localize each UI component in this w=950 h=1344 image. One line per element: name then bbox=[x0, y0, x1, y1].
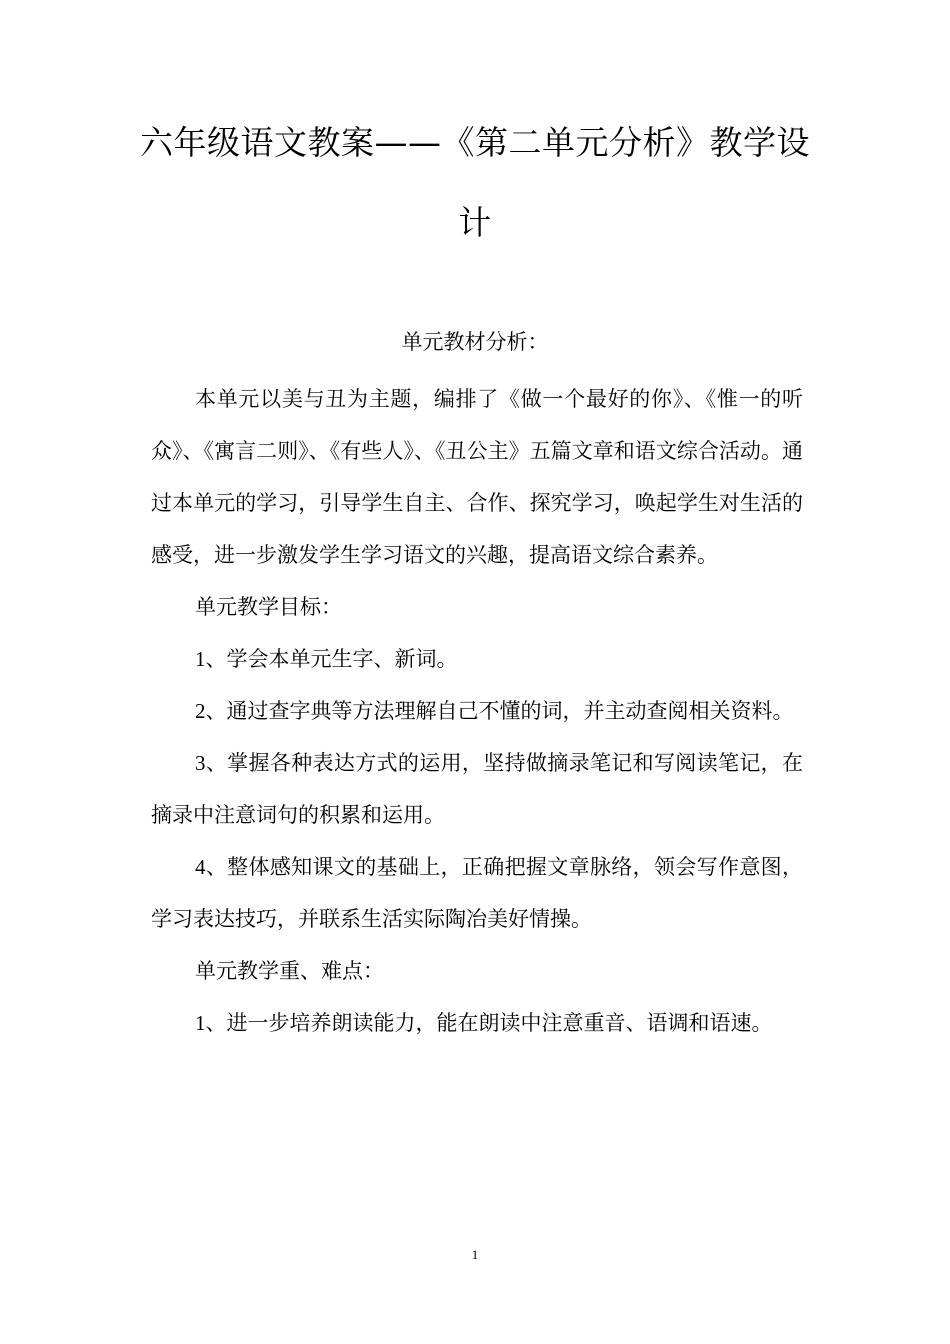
key-points-heading: 单元教学重、难点： bbox=[195, 959, 384, 983]
key-point-number: 1 bbox=[195, 1011, 206, 1035]
objective-number: 4 bbox=[195, 855, 206, 879]
document-title: 六年级语文教案——《第二单元分析》教学设计 bbox=[140, 123, 810, 242]
objective-text: 、学会本单元生字、新词。 bbox=[205, 647, 458, 671]
objective-item bbox=[151, 685, 803, 737]
objective-text: 、整体感知课文的基础上，正确把握文章脉络，领会写作意图，学习表达技巧，并联系生活实际陶冶美好情操。 bbox=[151, 855, 803, 931]
key-point-text: 、进一步培养朗读能力，能在朗读中注意重音、语调和语速。 bbox=[205, 1011, 773, 1035]
objective-text: 、通过查字典等方法理解自己不懂的词，并主动查阅相关资料。 bbox=[205, 699, 794, 723]
key-point-item bbox=[151, 997, 803, 1049]
page-number: 1 bbox=[471, 1247, 479, 1262]
section-heading-materials: 单元教材分析： bbox=[401, 330, 549, 354]
objective-text: 、掌握各种表达方式的运用，坚持做摘录笔记和写阅读笔记，在摘录中注意词句的积累和运用。 bbox=[151, 751, 803, 827]
objective-number: 1 bbox=[195, 647, 206, 671]
document-body bbox=[151, 373, 803, 1049]
objective-number: 3 bbox=[195, 751, 206, 775]
intro-paragraph: 本单元以美与丑为主题，编排了《做一个最好的你》、《惟一的听众》、《寓言二则》、《有些人》、《丑公主》五篇文章和语文综合活动。通过本单元的学习，引导学生自主、合作、探究学习，唤起学生对生活的感受，进一步激发学生学习语文的兴趣，提高语文综合素养。 bbox=[151, 387, 803, 567]
objective-number: 2 bbox=[195, 699, 206, 723]
objective-item bbox=[151, 841, 803, 945]
objectives-heading: 单元教学目标： bbox=[195, 595, 342, 619]
objective-item bbox=[151, 633, 803, 685]
objective-item bbox=[151, 737, 803, 841]
